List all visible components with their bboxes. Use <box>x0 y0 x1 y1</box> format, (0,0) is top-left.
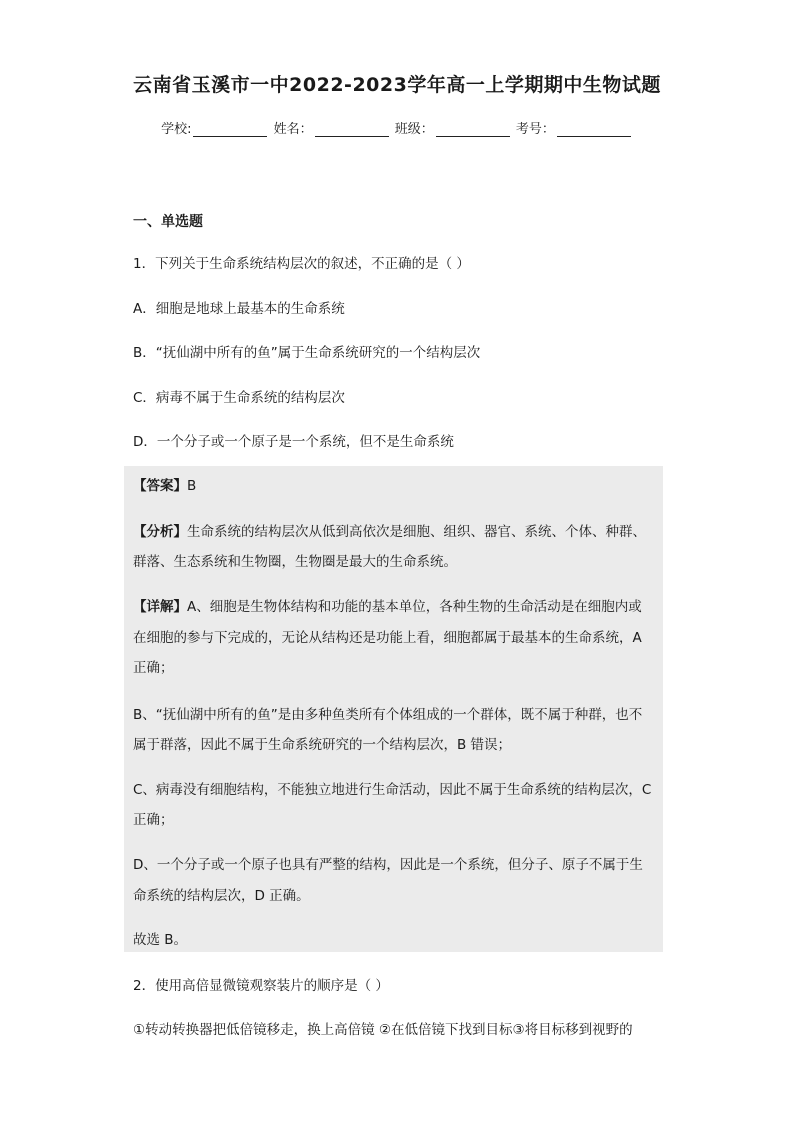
detail-label: 【详解】 <box>133 599 187 615</box>
q1-detail-line-2: 在细胞的参与下完成的，无论从结构还是功能上看，细胞都属于最基本的生命系统，A <box>133 630 642 646</box>
q1-option-c: C．病毒不属于生命系统的结构层次 <box>133 390 345 406</box>
analysis-label: 【分析】 <box>133 524 187 540</box>
exam-no-label: 考号： <box>515 122 555 137</box>
school-blank[interactable] <box>193 122 267 137</box>
answer-label: 【答案】 <box>133 478 187 494</box>
q1-detail-line-9: 命系统的结构层次，D 正确。 <box>133 888 310 904</box>
q1-analysis-line-2: 群落、生态系统和生物圈，生物圈是最大的生命系统。 <box>133 554 457 570</box>
q2-line-1: ①转动转换器把低倍镜移走，换上高倍镜 ②在低倍镜下找到目标③将目标移到视野的 <box>133 1022 633 1038</box>
q1-detail-line-5: 属于群落，因此不属于生命系统研究的一个结构层次，B 错误； <box>133 737 512 753</box>
detail-text: A、细胞是生物体结构和功能的基本单位，各种生物的生命活动是在细胞内或 <box>187 599 642 615</box>
q1-option-b: B．“抚仙湖中所有的鱼”属于生命系统研究的一个结构层次 <box>133 345 481 361</box>
q1-detail-line-3: 正确； <box>133 660 174 676</box>
q1-stem: 1．下列关于生命系统结构层次的叙述，不正确的是（ ） <box>133 256 470 272</box>
name-blank[interactable] <box>315 122 389 137</box>
analysis-text: 生命系统的结构层次从低到高依次是细胞、组织、器官、系统、个体、种群、 <box>187 524 646 540</box>
exam-no-blank[interactable] <box>557 122 631 137</box>
q1-detail-line-8: D、一个分子或一个原子也具有严整的结构，因此是一个系统，但分子、原子不属于生 <box>133 857 643 873</box>
q1-analysis-line-1 <box>133 520 646 540</box>
student-info-row <box>0 118 794 137</box>
q1-detail-line-4: B、“抚仙湖中所有的鱼”是由多种鱼类所有个体组成的一个群体，既不属于种群，也不 <box>133 707 643 723</box>
q1-conclusion: 故选 B。 <box>133 932 188 948</box>
q1-detail-line-7: 正确； <box>133 812 174 828</box>
section-title: 一、单选题 <box>133 214 203 230</box>
q1-option-a: A．细胞是地球上最基本的生命系统 <box>133 301 345 317</box>
name-label: 姓名： <box>273 122 313 137</box>
q1-detail-line-6: C、病毒没有细胞结构，不能独立地进行生命活动，因此不属于生命系统的结构层次，C <box>133 782 652 798</box>
answer-value: B <box>187 478 197 494</box>
q1-detail-line-1 <box>133 595 642 615</box>
class-label: 班级： <box>394 122 434 137</box>
page-title: 云南省玉溪市一中2022-2023学年高一上学期期中生物试题 <box>133 74 661 96</box>
q1-answer <box>133 474 196 494</box>
school-label: 学校: <box>161 122 192 137</box>
q2-stem: 2．使用高倍显微镜观察装片的顺序是（ ） <box>133 978 389 994</box>
class-blank[interactable] <box>436 122 510 137</box>
q1-option-d: D．一个分子或一个原子是一个系统，但不是生命系统 <box>133 434 454 450</box>
